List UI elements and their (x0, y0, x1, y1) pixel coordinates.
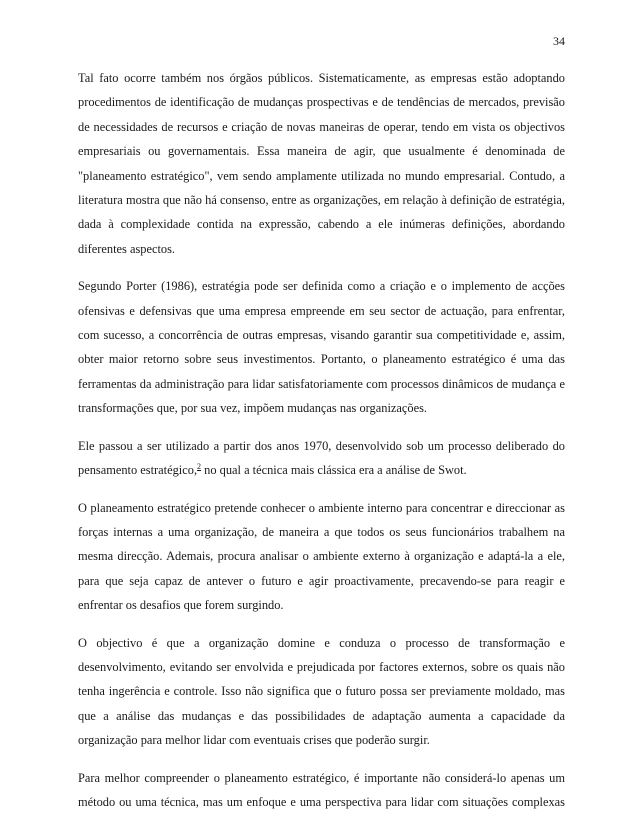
paragraph-5: O objectivo é que a organização domine e conduza o processo de transformação e desenvolvimento, evitando ser envolvida e prejudicada por factores externos, sobre os quais não tenha ingerência e controle. Isso não significa que o futuro possa ser previamente moldado, mas que a análise das mudanças e das possibilidades de adaptação aumenta a capacidade da organização para melhor lidar com eventuais crises que poderão surgir. (78, 635, 565, 748)
paragraph-1: Tal fato ocorre também nos órgãos públicos. Sistematicamente, as empresas estão adoptando procedimentos de identificação de mudanças prospectivas e de tendências de mercados, previsão de necessidades de recursos e criação de novas maneiras de operar, tendo em vista os objectivos empresariais ou governamentais. Essa maneira de agir, que usualmente é denominada de "planeamento estratégico", vem sendo amplamente utilizada no mundo empresarial. Contudo, a literatura mostra que não há consenso, entre as organizações, em relação à definição de estratégia, dada à complexidade contida na expressão, cabendo a ele inúmeras definições, abordando diferentes aspectos. (78, 71, 565, 256)
paragraph-3 (78, 434, 565, 483)
footnote-reference[interactable]: 2 (197, 461, 202, 471)
paragraph-4: O planeamento estratégico pretende conhecer o ambiente interno para concentrar e direccionar as forças internas a uma organização, de maneira a que todos os seus funcionários trabalhem na mesma direcção. Ademais, procura analisar o ambiente externo à organização e adaptá-la a ele, para que seja capaz de antever o futuro e agir proactivamente, precavendo-se para reagir e enfrentar os desafios que forem surgindo. (78, 500, 565, 613)
body-text (78, 66, 565, 827)
page-number: 34 (553, 34, 565, 48)
paragraph-2: Segundo Porter (1986), estratégia pode ser definida como a criação e o implemento de acções ofensivas e defensivas que uma empresa empreende em seu sector de actuação, para enfrentar, com sucesso, a concorrência de outras empresas, visando garantir sua competitividade e, assim, obter maior retorno sobre seus investimentos. Portanto, o planeamento estratégico é uma das ferramentas da administração para lidar satisfatoriamente com processos dinâmicos de mudança e transformações que, por sua vez, impõem mudanças nas organizações. (78, 279, 565, 416)
paragraph-3-text-continued: no qual a técnica mais clássica era a análise de Swot. (201, 463, 467, 478)
paragraph-3-text: Ele passou a ser utilizado a partir dos anos 1970, desenvolvido sob um processo deliberado do pensamento estratégico, (78, 438, 565, 478)
paragraph-6: Para melhor compreender o planeamento estratégico, é importante não considerá-lo apenas um método ou uma técnica, mas um enfoque e uma perspectiva para lidar com situações complexas (78, 770, 565, 809)
